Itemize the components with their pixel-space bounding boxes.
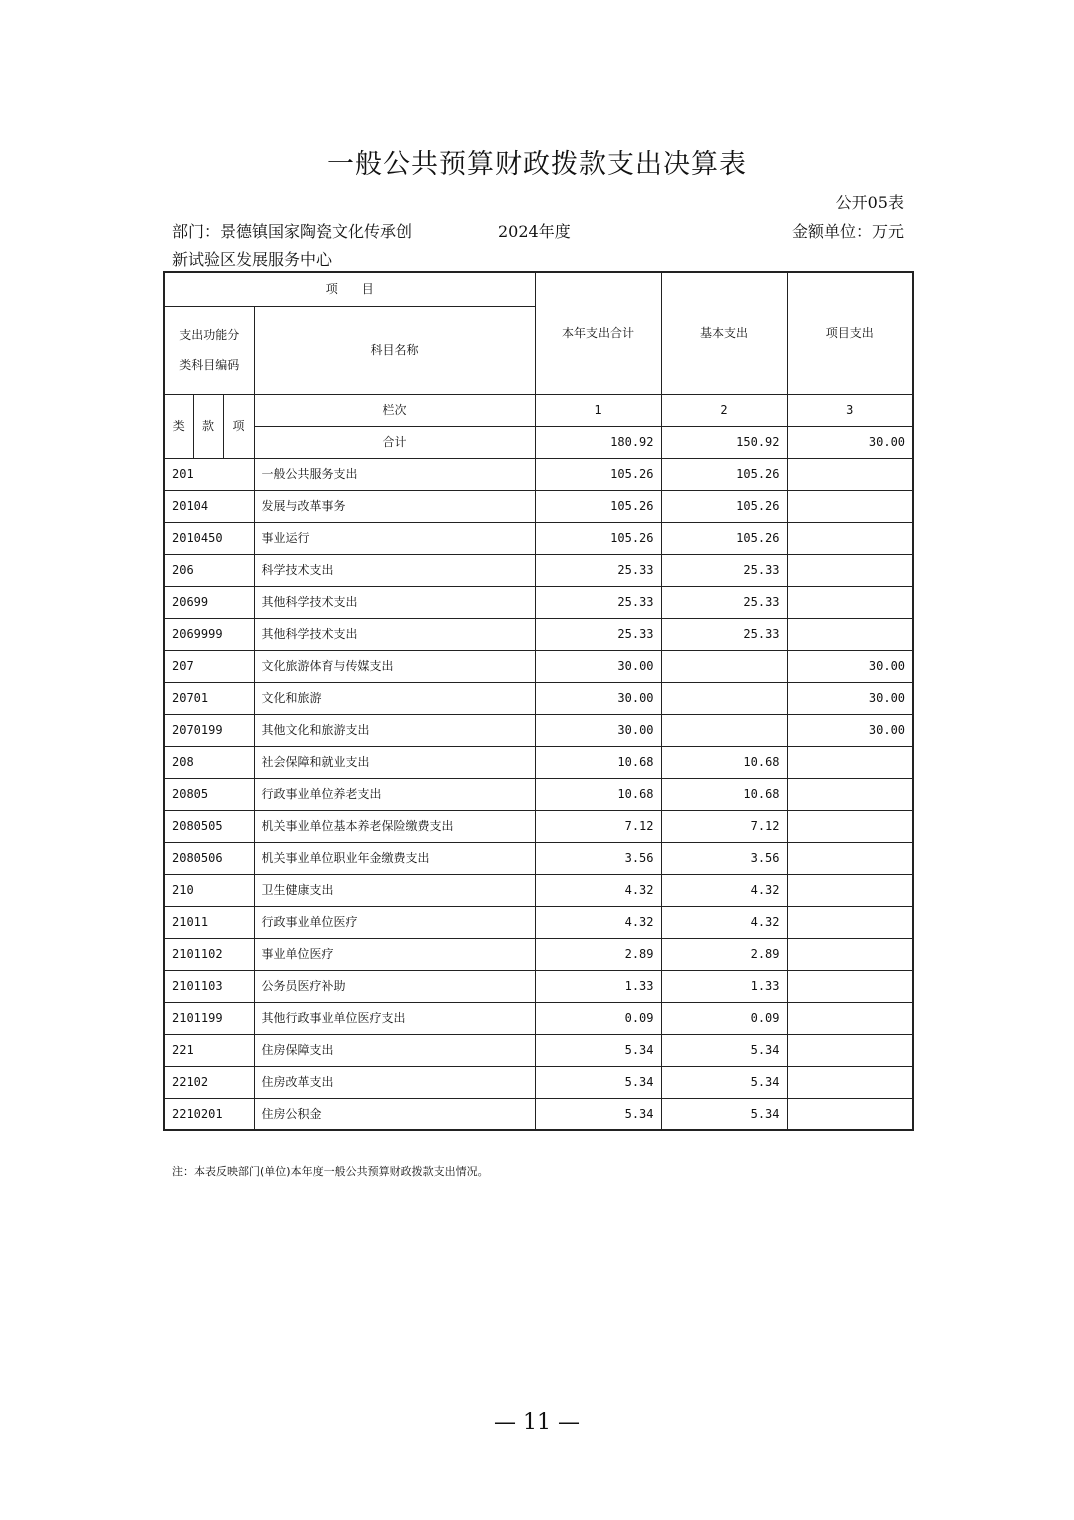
- row-basic: 10.68: [661, 746, 787, 778]
- row-project: [787, 778, 913, 810]
- row-code: 208: [164, 746, 254, 778]
- header-column-no: 栏次: [254, 394, 535, 426]
- row-basic: 4.32: [661, 874, 787, 906]
- column-number-3: 3: [787, 394, 913, 426]
- sum-basic: 150.92: [661, 426, 787, 458]
- row-code: 221: [164, 1034, 254, 1066]
- row-code: 20699: [164, 586, 254, 618]
- row-subject-name: 发展与改革事务: [254, 490, 535, 522]
- row-subject-name: 卫生健康支出: [254, 874, 535, 906]
- row-total: 30.00: [535, 714, 661, 746]
- row-basic: 25.33: [661, 586, 787, 618]
- row-total: 0.09: [535, 1002, 661, 1034]
- row-total: 30.00: [535, 682, 661, 714]
- table-row: [164, 906, 913, 938]
- row-project: [787, 938, 913, 970]
- row-code: 20805: [164, 778, 254, 810]
- table-row: [164, 874, 913, 906]
- table-row: [164, 682, 913, 714]
- table-code: 公开05表: [835, 193, 904, 212]
- row-total: 105.26: [535, 458, 661, 490]
- row-subject-name: 事业单位医疗: [254, 938, 535, 970]
- table-row: [164, 746, 913, 778]
- row-code: 2080505: [164, 810, 254, 842]
- row-total: 3.56: [535, 842, 661, 874]
- table-row: [164, 650, 913, 682]
- row-subject-name: 科学技术支出: [254, 554, 535, 586]
- row-basic: 4.32: [661, 906, 787, 938]
- header-basic: 基本支出: [661, 272, 787, 394]
- row-basic: [661, 650, 787, 682]
- department-line-1: 部门：景德镇国家陶瓷文化传承创: [172, 222, 413, 241]
- row-subject-name: 社会保障和就业支出: [254, 746, 535, 778]
- row-subject-name: 机关事业单位职业年金缴费支出: [254, 842, 535, 874]
- row-total: 1.33: [535, 970, 661, 1002]
- row-basic: 5.34: [661, 1098, 787, 1130]
- column-number-1: 1: [535, 394, 661, 426]
- row-code: 2069999: [164, 618, 254, 650]
- row-code: 210: [164, 874, 254, 906]
- table-row: [164, 714, 913, 746]
- row-basic: 5.34: [661, 1066, 787, 1098]
- row-code: 20104: [164, 490, 254, 522]
- row-total: 105.26: [535, 490, 661, 522]
- row-project: [787, 490, 913, 522]
- row-total: 5.34: [535, 1034, 661, 1066]
- row-code: 2010450: [164, 522, 254, 554]
- header-item: 项 目: [164, 272, 535, 306]
- row-project: [787, 842, 913, 874]
- row-subject-name: 一般公共服务支出: [254, 458, 535, 490]
- row-basic: 25.33: [661, 618, 787, 650]
- row-code: 2210201: [164, 1098, 254, 1130]
- row-basic: 105.26: [661, 490, 787, 522]
- row-total: 105.26: [535, 522, 661, 554]
- row-project: [787, 970, 913, 1002]
- row-project: [787, 458, 913, 490]
- row-basic: [661, 682, 787, 714]
- row-subject-name: 行政事业单位养老支出: [254, 778, 535, 810]
- row-code: 21011: [164, 906, 254, 938]
- row-total: 25.33: [535, 618, 661, 650]
- row-code: 2080506: [164, 842, 254, 874]
- header-project: 项目支出: [787, 272, 913, 394]
- row-basic: 105.26: [661, 458, 787, 490]
- row-project: [787, 874, 913, 906]
- row-subject-name: 行政事业单位医疗: [254, 906, 535, 938]
- table-row: [164, 554, 913, 586]
- row-project: [787, 618, 913, 650]
- row-project: [787, 1034, 913, 1066]
- table-row: [164, 778, 913, 810]
- row-subject-name: 其他行政事业单位医疗支出: [254, 1002, 535, 1034]
- header-subject-name: 科目名称: [254, 306, 535, 394]
- row-project: [787, 906, 913, 938]
- row-total: 7.12: [535, 810, 661, 842]
- row-total: 4.32: [535, 906, 661, 938]
- row-project: [787, 810, 913, 842]
- row-total: 5.34: [535, 1066, 661, 1098]
- table-row: [164, 522, 913, 554]
- row-subject-name: 其他文化和旅游支出: [254, 714, 535, 746]
- row-basic: 1.33: [661, 970, 787, 1002]
- sum-total: 180.92: [535, 426, 661, 458]
- row-project: [787, 746, 913, 778]
- row-project: 30.00: [787, 682, 913, 714]
- fiscal-year: 2024年度: [498, 222, 571, 241]
- row-code: 22102: [164, 1066, 254, 1098]
- row-total: 5.34: [535, 1098, 661, 1130]
- table-row: [164, 618, 913, 650]
- row-subject-name: 公务员医疗补助: [254, 970, 535, 1002]
- row-project: [787, 586, 913, 618]
- row-basic: 25.33: [661, 554, 787, 586]
- row-basic: [661, 714, 787, 746]
- page-number: — 11 —: [494, 1410, 580, 1435]
- row-project: [787, 1066, 913, 1098]
- row-subject-name: 文化旅游体育与传媒支出: [254, 650, 535, 682]
- table-note: 注：本表反映部门(单位)本年度一般公共预算财政拨款支出情况。: [172, 1165, 489, 1178]
- department-line-2: 新试验区发展服务中心: [172, 250, 333, 269]
- table-row: [164, 970, 913, 1002]
- row-basic: 2.89: [661, 938, 787, 970]
- row-project: [787, 1002, 913, 1034]
- row-basic: 7.12: [661, 810, 787, 842]
- row-basic: 0.09: [661, 1002, 787, 1034]
- row-subject-name: 文化和旅游: [254, 682, 535, 714]
- amount-unit: 金额单位：万元: [791, 222, 904, 241]
- row-basic: 105.26: [661, 522, 787, 554]
- row-basic: 5.34: [661, 1034, 787, 1066]
- row-basic: 3.56: [661, 842, 787, 874]
- row-project: [787, 522, 913, 554]
- table-row: [164, 842, 913, 874]
- row-total: 2.89: [535, 938, 661, 970]
- row-total: 25.33: [535, 586, 661, 618]
- table-row: [164, 586, 913, 618]
- column-number-2: 2: [661, 394, 787, 426]
- row-code: 201: [164, 458, 254, 490]
- header-func-code: 支出功能分类科目编码: [164, 306, 254, 394]
- row-code: 2101103: [164, 970, 254, 1002]
- row-total: 10.68: [535, 746, 661, 778]
- header-total: 本年支出合计: [535, 272, 661, 394]
- row-basic: 10.68: [661, 778, 787, 810]
- row-subject-name: 住房保障支出: [254, 1034, 535, 1066]
- row-code: 206: [164, 554, 254, 586]
- row-project: 30.00: [787, 650, 913, 682]
- row-code: 2101102: [164, 938, 254, 970]
- row-subject-name: 住房公积金: [254, 1098, 535, 1130]
- table-row: [164, 1066, 913, 1098]
- row-subject-name: 事业运行: [254, 522, 535, 554]
- table-row: [164, 490, 913, 522]
- row-project: [787, 554, 913, 586]
- expenditure-table: [163, 271, 914, 1131]
- page-title: 一般公共预算财政拨款支出决算表: [327, 149, 747, 180]
- row-total: 30.00: [535, 650, 661, 682]
- row-subject-name: 其他科学技术支出: [254, 586, 535, 618]
- row-subject-name: 住房改革支出: [254, 1066, 535, 1098]
- row-total: 4.32: [535, 874, 661, 906]
- row-code: 2101199: [164, 1002, 254, 1034]
- table-row: [164, 1098, 913, 1130]
- header-lei: 类: [164, 394, 193, 458]
- row-total: 10.68: [535, 778, 661, 810]
- row-subject-name: 其他科学技术支出: [254, 618, 535, 650]
- table-row: [164, 810, 913, 842]
- row-code: 2070199: [164, 714, 254, 746]
- table-row: [164, 1034, 913, 1066]
- row-code: 20701: [164, 682, 254, 714]
- header-xiang: 项: [223, 394, 254, 458]
- header-kuan: 款: [193, 394, 223, 458]
- row-project: 30.00: [787, 714, 913, 746]
- table-row: [164, 458, 913, 490]
- sum-label: 合计: [254, 426, 535, 458]
- table-row: [164, 938, 913, 970]
- table-row: [164, 1002, 913, 1034]
- row-total: 25.33: [535, 554, 661, 586]
- row-project: [787, 1098, 913, 1130]
- row-subject-name: 机关事业单位基本养老保险缴费支出: [254, 810, 535, 842]
- sum-project: 30.00: [787, 426, 913, 458]
- row-code: 207: [164, 650, 254, 682]
